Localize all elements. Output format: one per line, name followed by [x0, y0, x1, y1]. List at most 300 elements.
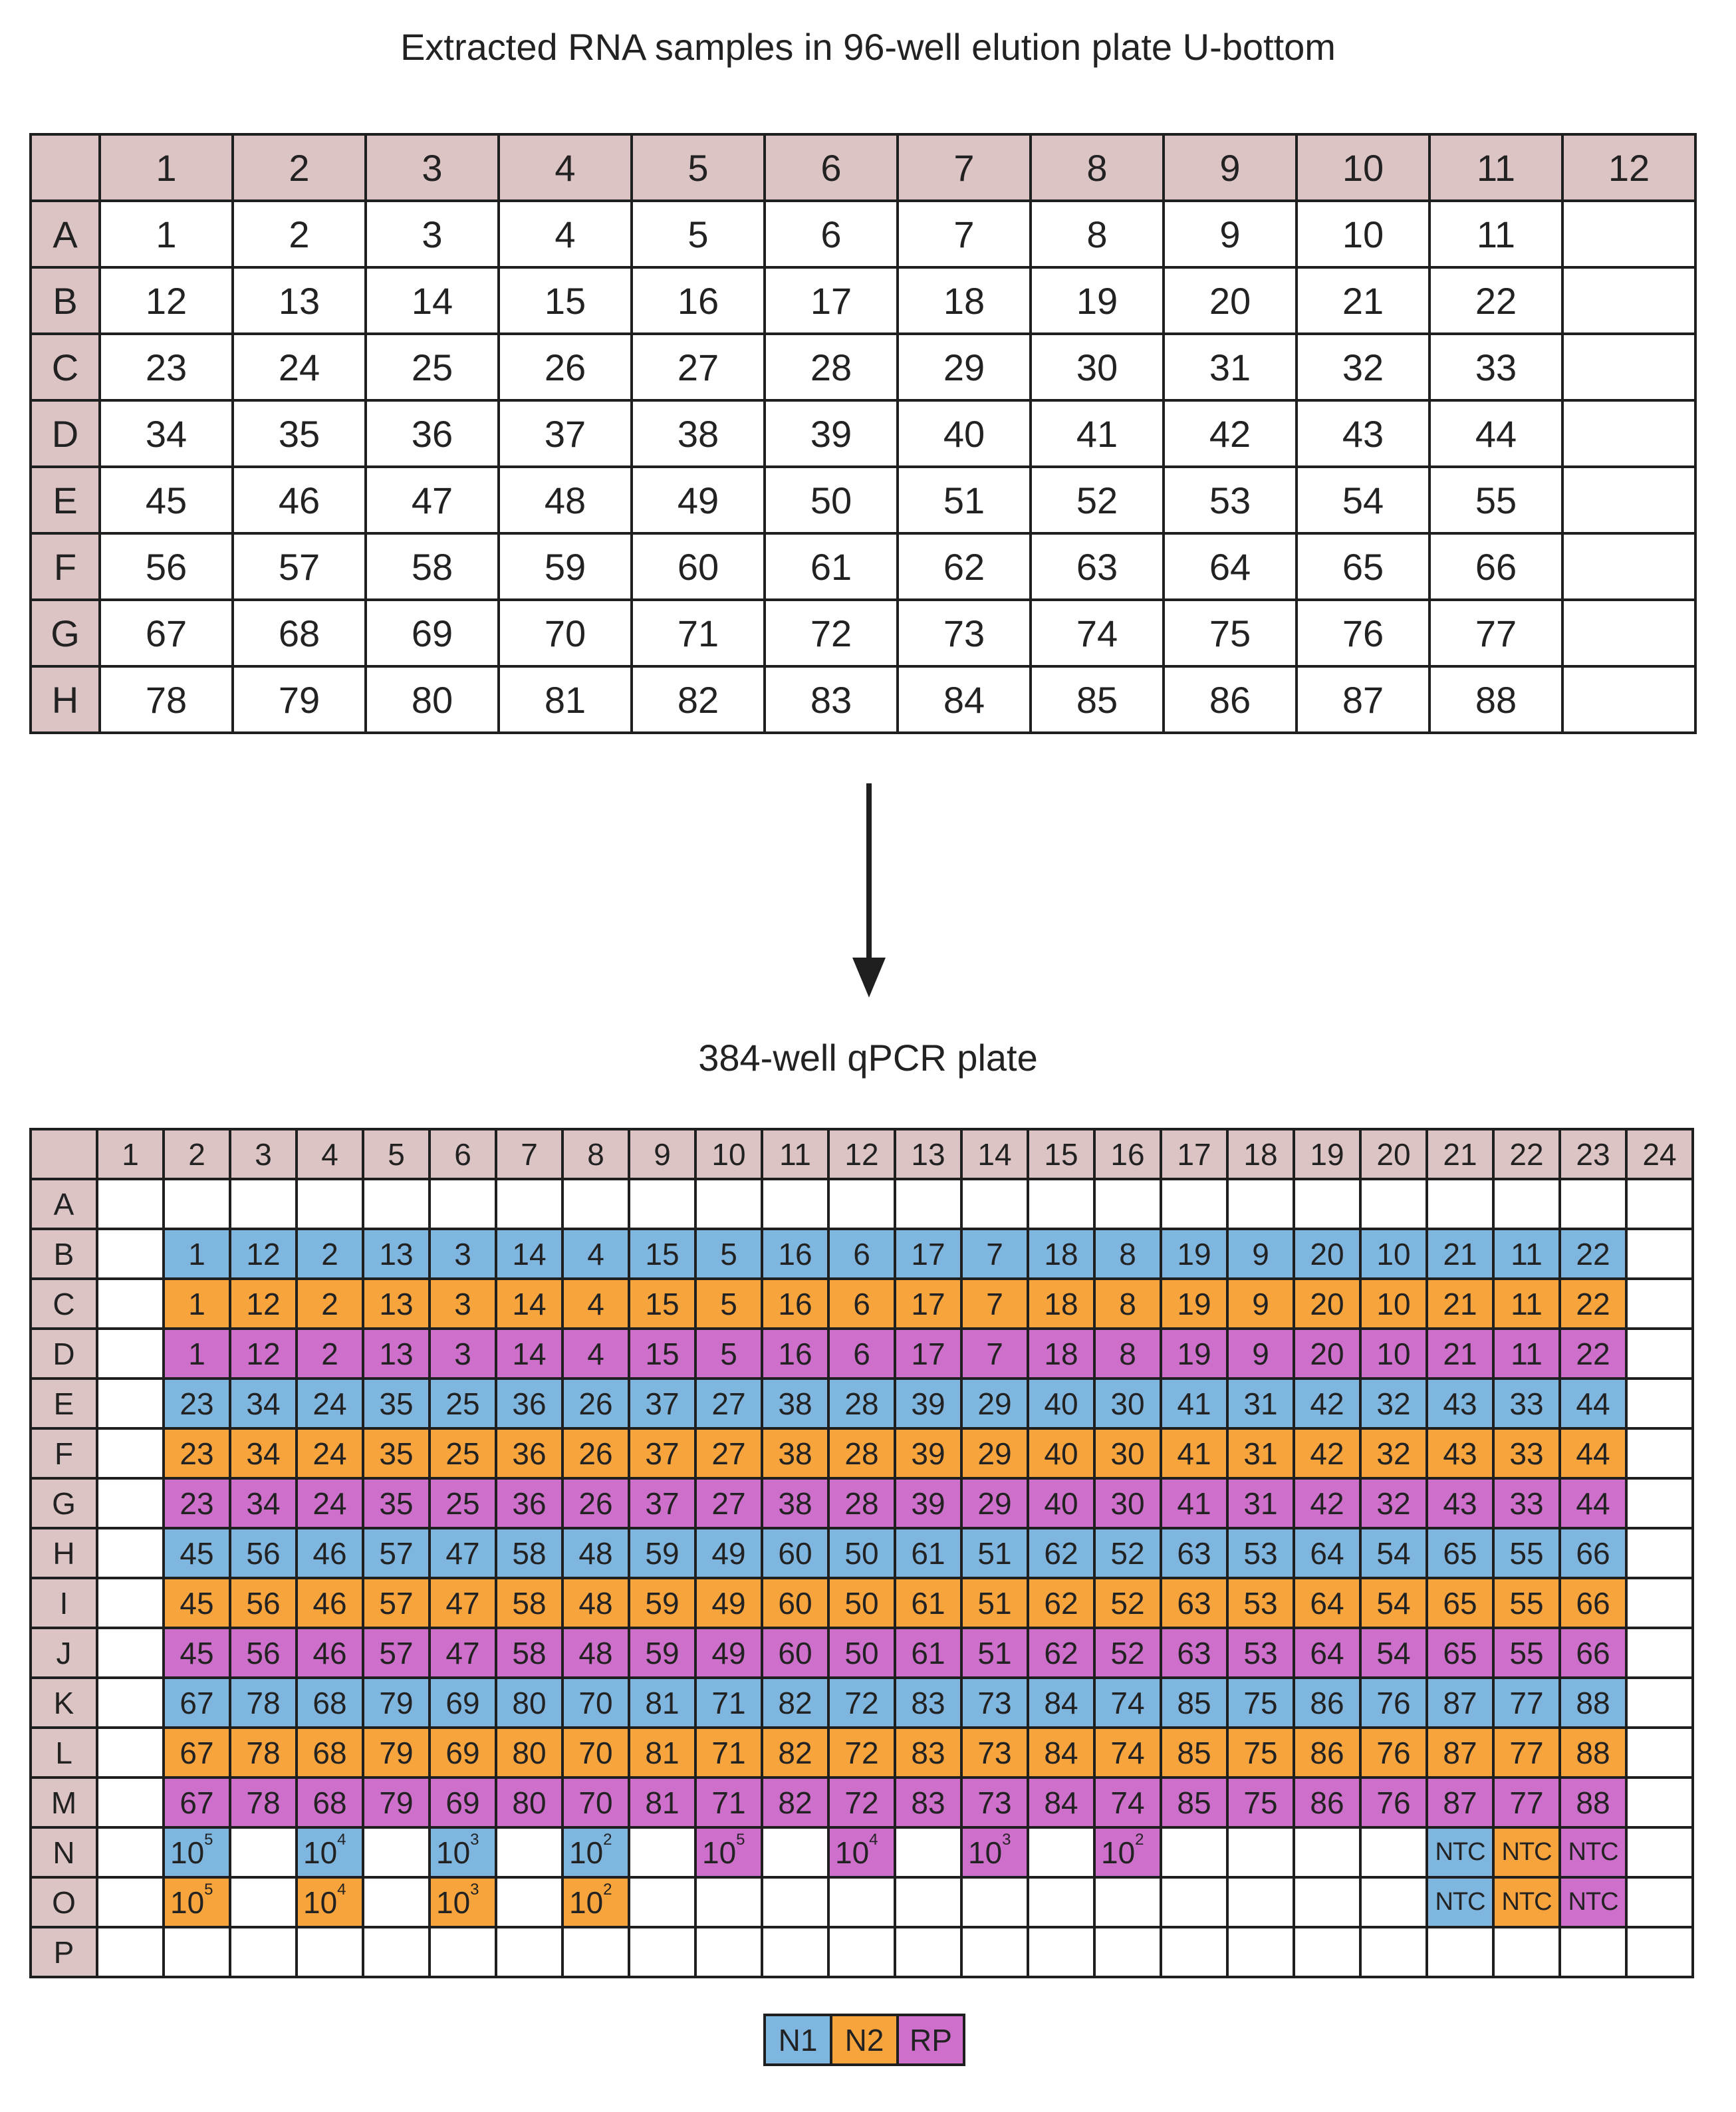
plate-384-well-empty	[1626, 1728, 1693, 1778]
plate-384-well-sample: 67	[164, 1778, 230, 1827]
plate-384-well-sample: 76	[1360, 1778, 1427, 1827]
plate-384-title: 384-well qPCR plate	[698, 1037, 1038, 1079]
plate-384-well-sample: 8	[1094, 1279, 1161, 1329]
plate-96-well	[1562, 467, 1695, 533]
plate-384-well-sample: 21	[1427, 1279, 1493, 1329]
plate-384-well-sample: 40	[1028, 1379, 1094, 1428]
plate-384-col-header: 21	[1427, 1129, 1493, 1179]
plate-384-well-sample: 47	[430, 1528, 496, 1578]
plate-384-well-sample: 55	[1493, 1628, 1560, 1678]
plate-384-well-empty	[1626, 1428, 1693, 1478]
plate-384-well-sample: 18	[1028, 1329, 1094, 1379]
plate-384-well-sample: 19	[1161, 1279, 1227, 1329]
plate-96-well: 19	[1031, 267, 1164, 334]
plate-384-well-sample: 12	[230, 1229, 297, 1279]
plate-96-well: 15	[499, 267, 632, 334]
plate-384-well-sample: 43	[1427, 1478, 1493, 1528]
plate-384-well-sample: 47	[430, 1628, 496, 1678]
plate-384-well-empty	[97, 1927, 164, 1977]
plate-384-well-sample: 15	[629, 1279, 695, 1329]
plate-384-col-header: 11	[762, 1129, 828, 1179]
legend-row	[765, 2015, 964, 2065]
plate-384-well-sample: 85	[1161, 1678, 1227, 1728]
plate-384-well-sample: 30	[1094, 1428, 1161, 1478]
plate-384-well-empty	[1161, 1827, 1227, 1877]
plate-96-well: 51	[898, 467, 1031, 533]
plate-384-well-sample: 75	[1227, 1778, 1294, 1827]
plate-384-well-sample: 49	[695, 1578, 762, 1628]
plate-384-well-sample: 70	[562, 1728, 629, 1778]
plate-96-well: 22	[1429, 267, 1562, 334]
plate-384-well-empty	[1161, 1179, 1227, 1229]
plate-384-well-sample: 43	[1427, 1379, 1493, 1428]
plate-384-row	[31, 1329, 1693, 1379]
plate-384-well-empty	[1493, 1179, 1560, 1229]
plate-384-well-sample: 16	[762, 1329, 828, 1379]
standard-exponent: 3	[1002, 1830, 1011, 1849]
plate-384-row-header: L	[31, 1728, 97, 1778]
plate-384-well-sample: 42	[1294, 1428, 1360, 1478]
plate-384-well-empty	[1626, 1877, 1693, 1927]
plate-96-well: 47	[366, 467, 499, 533]
plate-384-well-ntc: NTC	[1427, 1827, 1493, 1877]
plate-384-well-empty	[1427, 1179, 1493, 1229]
plate-96-well: 34	[100, 400, 233, 467]
plate-96-well: 57	[233, 533, 366, 600]
plate-384-well-empty	[1626, 1279, 1693, 1329]
plate-384-col-header: 4	[297, 1129, 363, 1179]
plate-384-well-sample: 38	[762, 1379, 828, 1428]
plate-96-well: 39	[765, 400, 898, 467]
plate-96-well: 44	[1429, 400, 1562, 467]
plate-384-well-sample: 4	[562, 1279, 629, 1329]
plate-384-well-sample: 71	[695, 1728, 762, 1778]
plate-384-well-sample: 66	[1560, 1628, 1626, 1678]
plate-384-well-empty	[97, 1628, 164, 1678]
plate-384-well-sample: 11	[1493, 1229, 1560, 1279]
plate-96-row	[31, 334, 1695, 400]
plate-96-corner	[31, 134, 100, 201]
plate-384-well-sample: 42	[1294, 1478, 1360, 1528]
plate-384-well-sample: 7	[961, 1279, 1028, 1329]
plate-384-well-sample: 30	[1094, 1379, 1161, 1428]
plate-384-row-header: D	[31, 1329, 97, 1379]
plate-96-well: 20	[1164, 267, 1297, 334]
plate-384-well-empty	[363, 1827, 430, 1877]
plate-96-row-header: B	[31, 267, 100, 334]
plate-96-well: 37	[499, 400, 632, 467]
plate-96-well: 5	[632, 201, 765, 267]
plate-384-well-empty	[562, 1179, 629, 1229]
plate-384-well-empty	[97, 1379, 164, 1428]
plate-384-col-header: 19	[1294, 1129, 1360, 1179]
plate-384-well-empty	[97, 1179, 164, 1229]
plate-96-well: 61	[765, 533, 898, 600]
plate-384-well-sample: 37	[629, 1379, 695, 1428]
plate-384-well-sample: 83	[895, 1778, 961, 1827]
plate-384-well-sample: 21	[1427, 1329, 1493, 1379]
plate-96-well: 60	[632, 533, 765, 600]
plate-96-well: 82	[632, 666, 765, 733]
plate-96-well: 83	[765, 666, 898, 733]
plate-384-well-empty	[97, 1778, 164, 1827]
plate-384-well-sample: 60	[762, 1628, 828, 1678]
plate-384-well-sample: 88	[1560, 1678, 1626, 1728]
plate-96-col-header: 1	[100, 134, 233, 201]
plate-384-well-sample: 3	[430, 1279, 496, 1329]
plate-384-well-sample: 78	[230, 1728, 297, 1778]
plate-384-well-sample: 6	[828, 1329, 895, 1379]
plate-384-well-sample: 84	[1028, 1678, 1094, 1728]
plate-384-well-sample: 69	[430, 1728, 496, 1778]
plate-384-well-sample: 51	[961, 1628, 1028, 1678]
plate-384-well-empty	[895, 1179, 961, 1229]
plate-384-well-sample: 46	[297, 1578, 363, 1628]
plate-384-well-sample: 34	[230, 1478, 297, 1528]
plate-384-well-sample: 12	[230, 1329, 297, 1379]
plate-96-well: 81	[499, 666, 632, 733]
plate-384-col-header: 13	[895, 1129, 961, 1179]
plate-96-col-header: 4	[499, 134, 632, 201]
plate-384-well-empty	[1161, 1927, 1227, 1977]
plate-384-row-header: C	[31, 1279, 97, 1329]
plate-384-well-sample: 3	[430, 1229, 496, 1279]
plate-96-well: 35	[233, 400, 366, 467]
plate-384-well-sample: 1	[164, 1279, 230, 1329]
plate-96-well: 30	[1031, 334, 1164, 400]
plate-96-well: 85	[1031, 666, 1164, 733]
plate-384-well-sample: 65	[1427, 1528, 1493, 1578]
plate-384-well-sample: 29	[961, 1478, 1028, 1528]
plate-384-well-sample: 86	[1294, 1678, 1360, 1728]
plate-384-well-sample: 20	[1294, 1279, 1360, 1329]
plate-384-well-sample: 49	[695, 1628, 762, 1678]
plate-96-row	[31, 533, 1695, 600]
plate-96-well: 84	[898, 666, 1031, 733]
plate-384-well-sample: 39	[895, 1379, 961, 1428]
plate-384-well-sample: 50	[828, 1578, 895, 1628]
plate-384-well-sample: 48	[562, 1528, 629, 1578]
plate-384-well-sample: 56	[230, 1528, 297, 1578]
plate-384-well-sample: 60	[762, 1528, 828, 1578]
plate-384-row-header: M	[31, 1778, 97, 1827]
plate-96-well: 68	[233, 600, 366, 666]
plate-384-well-sample: 46	[297, 1528, 363, 1578]
plate-384-well-empty	[1227, 1827, 1294, 1877]
plate-96-well: 54	[1297, 467, 1429, 533]
plate-384-well-sample: 81	[629, 1678, 695, 1728]
plate-384-well-sample: 64	[1294, 1628, 1360, 1678]
plate-384-col-header: 16	[1094, 1129, 1161, 1179]
plate-384-well-sample: 61	[895, 1528, 961, 1578]
plate-384-well-sample: 18	[1028, 1279, 1094, 1329]
plate-384-well-sample: 73	[961, 1678, 1028, 1728]
plate-96-well: 73	[898, 600, 1031, 666]
plate-384-row-header: B	[31, 1229, 97, 1279]
plate-384-well-sample: 63	[1161, 1578, 1227, 1628]
plate-96-well: 86	[1164, 666, 1297, 733]
plate-96-well: 24	[233, 334, 366, 400]
plate-384-row-header: F	[31, 1428, 97, 1478]
standard-base: 10	[436, 1885, 471, 1920]
plate-384-well-empty	[1294, 1877, 1360, 1927]
plate-96-well: 11	[1429, 201, 1562, 267]
plate-96-well: 75	[1164, 600, 1297, 666]
plate-96-row-header: E	[31, 467, 100, 533]
plate-96-well: 46	[233, 467, 366, 533]
plate-384-row-header: O	[31, 1877, 97, 1927]
plate-96-well	[1562, 267, 1695, 334]
plate-384-well-empty	[97, 1578, 164, 1628]
plate-96-well: 78	[100, 666, 233, 733]
plate-384-well-empty	[363, 1877, 430, 1927]
plate-384-well-empty	[1294, 1179, 1360, 1229]
plate-384-col-header: 23	[1560, 1129, 1626, 1179]
plate-384-well-empty	[496, 1877, 562, 1927]
standard-exponent: 2	[1135, 1830, 1144, 1849]
plate-384-well-sample: 66	[1560, 1528, 1626, 1578]
plate-384-col-header: 8	[562, 1129, 629, 1179]
plate-384-well-sample: 60	[762, 1578, 828, 1628]
plate-384-col-header: 10	[695, 1129, 762, 1179]
plate-384-well-empty	[629, 1927, 695, 1977]
plate-96-well: 56	[100, 533, 233, 600]
plate-384-well-sample: 45	[164, 1628, 230, 1678]
plate-384-well-standard	[430, 1827, 496, 1877]
plate-384-well-sample: 72	[828, 1678, 895, 1728]
plate-384-well-empty	[828, 1877, 895, 1927]
standard-base: 10	[702, 1835, 737, 1870]
plate-96-well: 88	[1429, 666, 1562, 733]
plate-384-well-empty	[496, 1179, 562, 1229]
plate-384-well-sample: 12	[230, 1279, 297, 1329]
plate-384-well-empty	[762, 1877, 828, 1927]
plate-384-well-sample: 21	[1427, 1229, 1493, 1279]
plate-384-well-sample: 36	[496, 1379, 562, 1428]
plate-384-col-header: 2	[164, 1129, 230, 1179]
plate-384-well-sample: 33	[1493, 1379, 1560, 1428]
plate-384-col-header: 18	[1227, 1129, 1294, 1179]
plate-384-well-sample: 8	[1094, 1229, 1161, 1279]
plate-384-well-empty	[430, 1179, 496, 1229]
plate-96-well: 71	[632, 600, 765, 666]
plate-384-col-header: 6	[430, 1129, 496, 1179]
plate-384-well-empty	[1094, 1179, 1161, 1229]
plate-96-well: 8	[1031, 201, 1164, 267]
plate-384-well-sample: 25	[430, 1478, 496, 1528]
plate-384-well-empty	[1626, 1179, 1693, 1229]
plate-384-well-sample: 28	[828, 1428, 895, 1478]
plate-384-well-sample: 87	[1427, 1678, 1493, 1728]
plate-384-well-sample: 27	[695, 1379, 762, 1428]
plate-384-well-sample: 16	[762, 1279, 828, 1329]
plate-384-well-standard	[1094, 1827, 1161, 1877]
plate-384-well-sample: 53	[1227, 1578, 1294, 1628]
plate-384-well-standard	[562, 1827, 629, 1877]
plate-384-well-sample: 75	[1227, 1728, 1294, 1778]
plate-384-row-header: I	[31, 1578, 97, 1628]
standard-base: 10	[835, 1835, 870, 1870]
plate-384-row	[31, 1279, 1693, 1329]
plate-384-well-sample: 58	[496, 1628, 562, 1678]
plate-384-well-sample: 33	[1493, 1478, 1560, 1528]
plate-384-well-sample: 25	[430, 1379, 496, 1428]
plate-384-well-empty	[1626, 1628, 1693, 1678]
plate-384-well-standard	[297, 1877, 363, 1927]
plate-96-well: 70	[499, 600, 632, 666]
plate-384-well-empty	[496, 1927, 562, 1977]
plate-384-well-empty	[1294, 1827, 1360, 1877]
plate-384-well-sample: 64	[1294, 1528, 1360, 1578]
plate-384-well-ntc: NTC	[1560, 1877, 1626, 1927]
plate-384-well-sample: 23	[164, 1478, 230, 1528]
plate-384-well-sample: 63	[1161, 1528, 1227, 1578]
plate-384-well-empty	[1360, 1927, 1427, 1977]
plate-384-well-empty	[828, 1927, 895, 1977]
plate-384-well-empty	[1360, 1877, 1427, 1927]
plate-384-row-header: H	[31, 1528, 97, 1578]
plate-384-well-empty	[1094, 1927, 1161, 1977]
plate-384-well-sample: 65	[1427, 1578, 1493, 1628]
plate-384-well-empty	[1227, 1179, 1294, 1229]
plate-96-well: 40	[898, 400, 1031, 467]
plate-384-well-sample: 70	[562, 1678, 629, 1728]
plate-96-well: 50	[765, 467, 898, 533]
plate-384-well-empty	[1493, 1927, 1560, 1977]
plate-384-col-header: 17	[1161, 1129, 1227, 1179]
plate-96-well: 17	[765, 267, 898, 334]
plate-96-row-header: F	[31, 533, 100, 600]
arrow-shaft	[866, 783, 872, 963]
plate-384-well-empty	[97, 1478, 164, 1528]
plate-384-well-empty	[1227, 1927, 1294, 1977]
standard-base: 10	[569, 1885, 604, 1920]
plate-384-well-empty	[97, 1329, 164, 1379]
plate-384-well-empty	[97, 1827, 164, 1877]
plate-384-well-empty	[97, 1428, 164, 1478]
plate-384-well-sample: 13	[363, 1279, 430, 1329]
plate-384-well-sample: 57	[363, 1628, 430, 1678]
plate-384-well-sample: 79	[363, 1678, 430, 1728]
plate-384-well-standard	[430, 1877, 496, 1927]
plate-384-well-empty	[762, 1179, 828, 1229]
plate-384-well-empty	[1626, 1528, 1693, 1578]
plate-384-well-sample: 9	[1227, 1329, 1294, 1379]
plate-96-well: 67	[100, 600, 233, 666]
plate-384-col-header: 12	[828, 1129, 895, 1179]
plate-384-well-sample: 8	[1094, 1329, 1161, 1379]
plate-384-well-sample: 80	[496, 1728, 562, 1778]
plate-384-well-empty	[1626, 1927, 1693, 1977]
plate-384-well-sample: 26	[562, 1428, 629, 1478]
plate-384-well-sample: 62	[1028, 1528, 1094, 1578]
plate-384-well-empty	[1560, 1179, 1626, 1229]
plate-96-well: 55	[1429, 467, 1562, 533]
plate-384-well-standard	[164, 1827, 230, 1877]
plate-96-well: 53	[1164, 467, 1297, 533]
plate-384-well-sample: 61	[895, 1628, 961, 1678]
plate-384-well-empty	[1360, 1179, 1427, 1229]
plate-384-well-empty	[1626, 1329, 1693, 1379]
plate-384-well-sample: 73	[961, 1778, 1028, 1827]
plate-384-well-sample: 9	[1227, 1229, 1294, 1279]
plate-384-well-sample: 43	[1427, 1428, 1493, 1478]
plate-384-well-sample: 51	[961, 1528, 1028, 1578]
standard-base: 10	[968, 1835, 1003, 1870]
plate-96-well: 41	[1031, 400, 1164, 467]
plate-384-row	[31, 1578, 1693, 1628]
plate-384-well-sample: 28	[828, 1379, 895, 1428]
plate-384-well-empty	[230, 1827, 297, 1877]
plate-384-well-sample: 58	[496, 1528, 562, 1578]
plate-384-row-header: K	[31, 1678, 97, 1728]
plate-384-well-sample: 58	[496, 1578, 562, 1628]
plate-384-well-sample: 52	[1094, 1628, 1161, 1678]
plate-96-well: 36	[366, 400, 499, 467]
standard-base: 10	[303, 1885, 338, 1920]
plate-96-well	[1562, 400, 1695, 467]
plate-384-well-sample: 55	[1493, 1578, 1560, 1628]
plate-96-well: 42	[1164, 400, 1297, 467]
plate-384-row	[31, 1179, 1693, 1229]
plate-96-well: 79	[233, 666, 366, 733]
plate-384-well-sample: 48	[562, 1578, 629, 1628]
plate-96-well: 29	[898, 334, 1031, 400]
plate-384-well-sample: 68	[297, 1778, 363, 1827]
plate-384-well-sample: 40	[1028, 1428, 1094, 1478]
plate-384-well-sample: 13	[363, 1329, 430, 1379]
plate-384-well-sample: 29	[961, 1428, 1028, 1478]
plate-384-well-empty	[230, 1927, 297, 1977]
plate-384-well-sample: 35	[363, 1478, 430, 1528]
plate-384-row	[31, 1528, 1693, 1578]
plate-384-well-empty	[1626, 1778, 1693, 1827]
plate-384-well-empty	[97, 1877, 164, 1927]
plate-384-row	[31, 1778, 1693, 1827]
plate-96-well: 2	[233, 201, 366, 267]
plate-96-well: 4	[499, 201, 632, 267]
plate-96-row-header: G	[31, 600, 100, 666]
plate-384-well-empty	[164, 1179, 230, 1229]
plate-384-well-sample: 80	[496, 1778, 562, 1827]
plate-384-well-sample: 56	[230, 1628, 297, 1678]
plate-96-col-header: 6	[765, 134, 898, 201]
plate-96-well: 65	[1297, 533, 1429, 600]
plate-96-row-header: H	[31, 666, 100, 733]
standard-base: 10	[436, 1835, 471, 1870]
plate-384-well-sample: 24	[297, 1478, 363, 1528]
plate-384-well-empty	[363, 1927, 430, 1977]
plate-96-col-header: 12	[1562, 134, 1695, 201]
standard-exponent: 4	[869, 1830, 878, 1849]
plate-96-well	[1562, 201, 1695, 267]
plate-384-well-sample: 63	[1161, 1628, 1227, 1678]
plate-384-well-empty	[1227, 1877, 1294, 1927]
plate-384-well-sample: 24	[297, 1428, 363, 1478]
plate-384-col-header: 14	[961, 1129, 1028, 1179]
plate-384-well-sample: 38	[762, 1478, 828, 1528]
plate-384-well-sample: 79	[363, 1778, 430, 1827]
plate-384-well-empty	[230, 1179, 297, 1229]
plate-384-well-sample: 27	[695, 1478, 762, 1528]
assay-legend	[763, 2014, 965, 2066]
standard-base: 10	[170, 1885, 205, 1920]
plate-96-well: 31	[1164, 334, 1297, 400]
plate-384-well-sample: 32	[1360, 1428, 1427, 1478]
standard-exponent: 5	[204, 1830, 213, 1849]
plate-384-well-sample: 2	[297, 1229, 363, 1279]
plate-384-well-empty	[97, 1279, 164, 1329]
